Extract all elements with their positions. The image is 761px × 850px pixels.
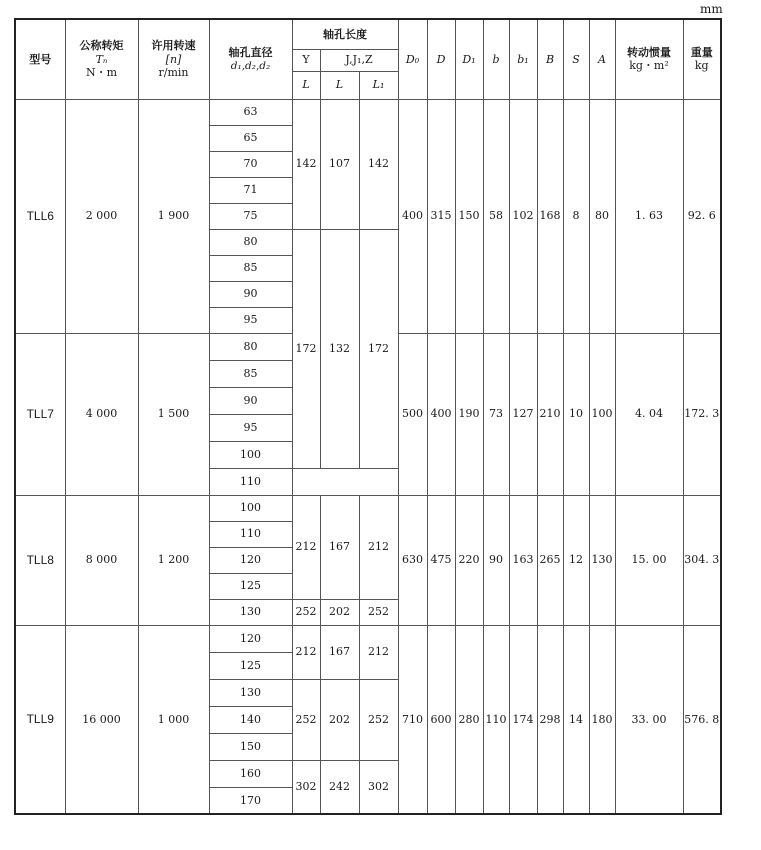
speed-unit: r/min	[158, 65, 189, 79]
length-LJ: 202	[320, 599, 359, 625]
row-B: 265	[537, 495, 563, 625]
row-S: 8	[563, 99, 589, 333]
length-L1: 302	[359, 760, 398, 814]
inertia-title: 转动惯量	[627, 46, 671, 60]
row-inertia: 4. 04	[615, 333, 683, 495]
header-sym-l-j: L	[320, 71, 359, 99]
length-L1: 142	[359, 99, 398, 229]
inertia-unit: kg・m²	[629, 59, 669, 73]
row-D: 600	[427, 625, 455, 814]
row-A: 80	[589, 99, 615, 333]
row-D1: 280	[455, 625, 483, 814]
row-weight: 92. 6	[683, 99, 721, 333]
bore-cell: 160	[209, 760, 292, 787]
row-b1: 174	[509, 625, 537, 814]
row-D1: 220	[455, 495, 483, 625]
row-b: 110	[483, 625, 509, 814]
row-speed: 1 500	[138, 333, 209, 495]
row-b: 90	[483, 495, 509, 625]
row-S: 10	[563, 333, 589, 495]
bore-cell: 100	[209, 495, 292, 521]
row-weight: 576. 8	[683, 625, 721, 814]
row-D: 400	[427, 333, 455, 495]
torque-symbol: Tₙ	[95, 52, 108, 66]
row-weight: 172. 3	[683, 333, 721, 495]
row-speed: 1 200	[138, 495, 209, 625]
bore-cell: 130	[209, 599, 292, 625]
row-A: 100	[589, 333, 615, 495]
bore-cell: 110	[209, 521, 292, 547]
row-D: 475	[427, 495, 455, 625]
bore-cell: 130	[209, 679, 292, 706]
length-LJ: 167	[320, 495, 359, 599]
row-torque: 8 000	[65, 495, 138, 625]
row-B: 168	[537, 99, 563, 333]
bore-cell: 125	[209, 652, 292, 679]
header-D: D	[427, 19, 455, 99]
row-torque: 4 000	[65, 333, 138, 495]
row-b1: 163	[509, 495, 537, 625]
row-A: 130	[589, 495, 615, 625]
row-model: TLL8	[15, 495, 65, 625]
bore-cell: 100	[209, 441, 292, 468]
weight-unit: kg	[694, 59, 709, 73]
coupling-spec-table	[14, 18, 722, 815]
row-b: 58	[483, 99, 509, 333]
header-weight	[683, 19, 721, 99]
length-LJ: 107	[320, 99, 359, 229]
row-inertia: 15. 00	[615, 495, 683, 625]
bore-cell: 85	[209, 360, 292, 387]
bore-cell: 80	[209, 333, 292, 360]
row-inertia: 33. 00	[615, 625, 683, 814]
length-L1: 212	[359, 625, 398, 679]
bore-title: 轴孔直径	[228, 46, 273, 60]
bore-cell: 95	[209, 414, 292, 441]
bore-cell: 120	[209, 625, 292, 652]
row-b1: 127	[509, 333, 537, 495]
bore-cell: 110	[209, 468, 292, 495]
length-L: 212	[292, 625, 320, 679]
bore-cell: 120	[209, 547, 292, 573]
length-L1: 252	[359, 679, 398, 760]
header-bore	[209, 19, 292, 99]
bore-cell: 71	[209, 177, 292, 203]
length-L: 142	[292, 99, 320, 229]
header-type-y: Y	[292, 49, 320, 71]
row-inertia: 1. 63	[615, 99, 683, 333]
header-B: B	[537, 19, 563, 99]
row-D1: 190	[455, 333, 483, 495]
bore-cell: 150	[209, 733, 292, 760]
row-D0: 500	[398, 333, 427, 495]
row-torque: 16 000	[65, 625, 138, 814]
length-L: 252	[292, 679, 320, 760]
length-LJ: 242	[320, 760, 359, 814]
unit-label: mm	[700, 2, 723, 16]
row-D0: 630	[398, 495, 427, 625]
length-LJ: 132	[320, 229, 359, 468]
speed-title: 许用转速	[151, 39, 196, 53]
bore-cell: 70	[209, 151, 292, 177]
header-type-jjz: J,J₁,Z	[320, 49, 398, 71]
row-speed: 1 900	[138, 99, 209, 333]
row-model: TLL7	[15, 333, 65, 495]
row-model: TLL9	[15, 625, 65, 814]
row-S: 12	[563, 495, 589, 625]
row-B: 210	[537, 333, 563, 495]
row-weight: 304. 3	[683, 495, 721, 625]
header-model: 型号	[15, 19, 65, 99]
row-b: 73	[483, 333, 509, 495]
length-L: 252	[292, 599, 320, 625]
header-torque	[65, 19, 138, 99]
header-inertia	[615, 19, 683, 99]
length-LJ: 202	[320, 679, 359, 760]
length-LJ: 167	[320, 625, 359, 679]
speed-symbol: [n]	[165, 52, 182, 66]
row-D: 315	[427, 99, 455, 333]
length-L1: 252	[359, 599, 398, 625]
bore-cell: 80	[209, 229, 292, 255]
length-L1: 172	[359, 229, 398, 468]
weight-title: 重量	[690, 46, 713, 60]
row-speed: 1 000	[138, 625, 209, 814]
length-L: 172	[292, 229, 320, 468]
row-A: 180	[589, 625, 615, 814]
header-sym-l-y: L	[292, 71, 320, 99]
header-speed	[138, 19, 209, 99]
bore-cell: 170	[209, 787, 292, 814]
header-sym-l1: L₁	[359, 71, 398, 99]
row-D0: 400	[398, 99, 427, 333]
row-B: 298	[537, 625, 563, 814]
row-b1: 102	[509, 99, 537, 333]
bore-cell: 95	[209, 307, 292, 333]
bore-cell: 63	[209, 99, 292, 125]
row-torque: 2 000	[65, 99, 138, 333]
length-L1: 212	[359, 495, 398, 599]
header-b1: b₁	[509, 19, 537, 99]
row-S: 14	[563, 625, 589, 814]
torque-title: 公称转矩	[79, 39, 124, 53]
header-A: A	[589, 19, 615, 99]
header-length: 轴孔长度	[292, 19, 398, 49]
header-S: S	[563, 19, 589, 99]
bore-cell: 75	[209, 203, 292, 229]
bore-cell: 90	[209, 387, 292, 414]
header-D0: D₀	[398, 19, 427, 99]
header-D1: D₁	[455, 19, 483, 99]
length-L: 302	[292, 760, 320, 814]
bore-cell: 140	[209, 706, 292, 733]
bore-cell: 85	[209, 255, 292, 281]
bore-cell: 90	[209, 281, 292, 307]
length-L: 212	[292, 495, 320, 599]
bore-cell: 65	[209, 125, 292, 151]
bore-cell: 125	[209, 573, 292, 599]
row-D1: 150	[455, 99, 483, 333]
torque-unit: N・m	[85, 65, 118, 79]
header-b: b	[483, 19, 509, 99]
row-model: TLL6	[15, 99, 65, 333]
row-D0: 710	[398, 625, 427, 814]
bore-symbols: d₁,d₂,d₂	[230, 59, 271, 72]
